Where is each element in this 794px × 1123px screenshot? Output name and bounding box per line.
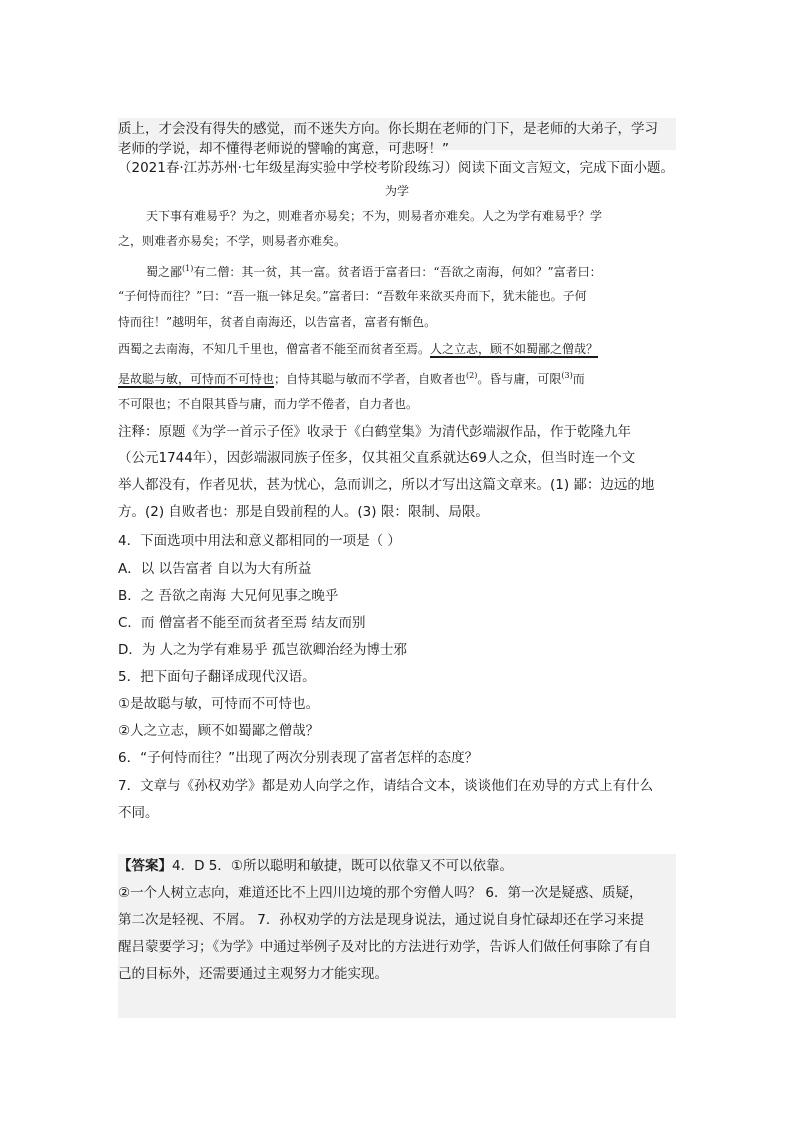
answer-label: 【答案】 (118, 858, 172, 874)
question-source: （2021春·江苏苏州·七年级星海实验中学校考阶段练习）阅读下面文言短文，完成下面小题。 (118, 160, 674, 176)
question-4-option-c: C．而 僧富者不能至而贫者至焉 结友而别 (118, 615, 366, 631)
answer-line-1: 【答案】4．D 5．①所以聪明和敏捷，既可以依靠又不可以依靠。 (118, 858, 513, 874)
question-5-item-2: ②人之立志，顾不如蜀鄙之僧哉？ (118, 723, 320, 739)
passage-p1-line-1: 天下事有难易乎？为之，则难者亦易矣；不为，则易者亦难矣。人之为学有难易乎？学 (146, 209, 603, 223)
question-4-option-d: D．为 人之为学有难易乎 孤岂欲卿治经为博士邪 (118, 642, 407, 658)
question-6: 6．“子何恃而往？”出现了两次分别表现了富者怎样的态度？ (118, 750, 479, 766)
question-5: 5．把下面句子翻译成现代汉语。 (118, 669, 316, 685)
passage-p3-line-2: 是故聪与敏，可恃而不可恃也；自恃其聪与敏而不学者，自败者也$^{(2)}$。昏与庸，可限$^{(3)}$而 (118, 371, 585, 386)
underlined-sentence-1: 是故聪与敏，可恃而不可恃也 (118, 372, 275, 386)
notes-line-4: 方。(2) 自败者也：那是自毁前程的人。(3) 限：限制、局限。 (118, 504, 489, 520)
underlined-sentence-2: 人之立志，顾不如蜀鄙之僧哉？ (430, 342, 599, 356)
answer-shade (118, 854, 676, 1018)
answer-line-4: 醒吕蒙要学习；《为学》中通过举例子及对比的方法进行劝学，告诉人们做任何事除了有自 (118, 939, 652, 955)
passage-p2-line-2: “子何恃而往？”曰：“吾一瓶一钵足矣。”富者曰：“吾数年来欲买舟而下，犹未能也。子何 (118, 289, 587, 303)
question-7-line-2: 不同。 (118, 805, 159, 821)
passage-p3-line-3: 不可限也；不自限其昏与庸，而力学不倦者，自力者也。 (118, 397, 419, 411)
passage-p1-line-2: 之，则难者亦易矣；不学，则易者亦难矣。 (118, 234, 347, 248)
passage-title: 为学 (384, 184, 409, 198)
question-4-option-a: A．以 以告富者 自以为大有所益 (118, 561, 312, 577)
notes-line-2: （公元1744年），因彭端淑同族子侄多，仅其祖父直系就达69人之众，但当时连一个文 (118, 450, 636, 466)
question-5-item-1: ①是故聪与敏，可恃而不可恃也。 (118, 696, 320, 712)
previous-answer-line-2: 老师的学说，却不懂得老师说的譬喻的寓意，可悲呀！” (118, 141, 449, 157)
answer-line-5: 己的目标外，还需要通过主观努力才能实现。 (118, 966, 388, 982)
question-4-option-b: B．之 吾欲之南海 大兄何见事之晚乎 (118, 588, 339, 604)
notes-line-3: 举人都没有，作者见状，甚为忧心，急而训之，所以才写出这篇文章来。(1) 鄙：边远的地 (118, 477, 655, 493)
question-4: 4．下面选项中用法和意义都相同的一项是（ ） (118, 533, 401, 549)
previous-answer-line-1: 质上，才会没有得失的感觉，而不迷失方向。你长期在老师的门下，是老师的大弟子，学习 (118, 121, 658, 137)
question-7-line-1: 7．文章与《孙权劝学》都是劝人向学之作，请结合文本，谈谈他们在劝导的方式上有什么 (118, 778, 654, 794)
passage-p3-line-1: 西蜀之去南海，不知几千里也，僧富者不能至而贫者至焉。人之立志，顾不如蜀鄙之僧哉？ (118, 342, 599, 356)
passage-p2-line-1: 蜀之鄙$^{(1)}$有二僧：其一贫，其一富。贫者语于富者曰：“吾欲之南海，何如？”富者曰： (146, 264, 602, 279)
notes-line-1: 注释：原题《为学一首示子侄》收录于《白鹤堂集》为清代彭端淑作品，作于乾隆九年 (118, 424, 631, 440)
passage-p2-line-3: 恃而往！”越明年，贫者自南海还，以告富者，富者有惭色。 (118, 315, 437, 329)
answer-line-3: 第二次是轻视、不屑。 7．孙权劝学的方法是现身说法，通过说自身忙碌却还在学习来提 (118, 912, 644, 928)
answer-line-2: ②一个人树立志向，难道还比不上四川边境的那个穷僧人吗？ 6．第一次是疑惑、质疑， (118, 885, 643, 901)
